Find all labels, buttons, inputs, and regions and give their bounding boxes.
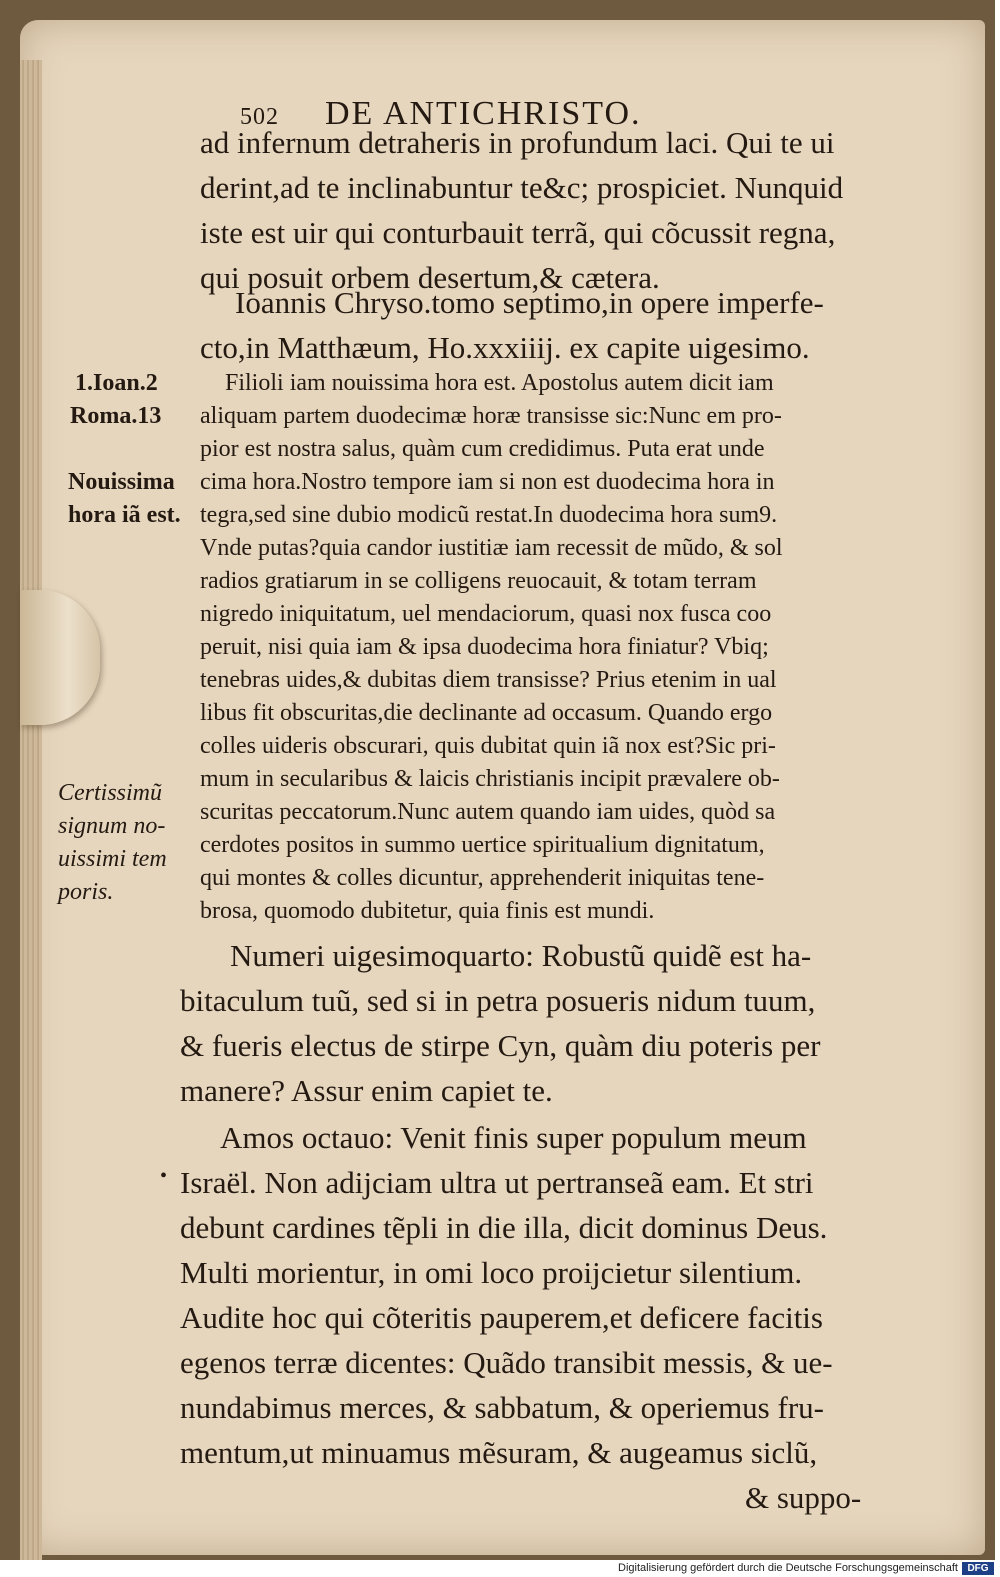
- funding-credit: Digitalisierung gefördert durch die Deutsche Forschungsgemeinschaft: [618, 1562, 958, 1574]
- text-line: libus fit obscuritas,die declinante ad occasum. Quando ergo: [200, 700, 773, 726]
- page-paper: [20, 20, 985, 1555]
- text-line: brosa, quomodo dubitetur, quia finis est mundi.: [200, 898, 655, 924]
- text-line: egenos terræ dicentes: Quãdo transibit messis, & ue-: [180, 1345, 833, 1380]
- text-line: iste est uir qui conturbauit terrã, qui cõcussit regna,: [200, 215, 836, 250]
- text-line: nigredo iniquitatum, uel mendaciorum, quasi nox fusca coo: [200, 601, 772, 627]
- text-line: cerdotes positos in summo uertice spiritualium dignitatum,: [200, 832, 765, 858]
- margin-note: poris.: [58, 879, 114, 905]
- margin-note: Roma.13: [70, 403, 162, 429]
- text-line: ad infernum detraheris in profundum laci. Qui te ui: [200, 125, 835, 160]
- text-line: Ioannis Chryso.tomo septimo,in opere imperfe-: [235, 285, 824, 320]
- text-line: scuritas peccatorum.Nunc autem quando iam uides, quòd sa: [200, 799, 776, 825]
- text-line: Vnde putas?quia candor iustitiæ iam recessit de mũdo, & sol: [200, 535, 783, 561]
- page-edges: [20, 60, 42, 1560]
- margin-note: 1.Ioan.2: [75, 370, 158, 396]
- text-line: radios gratiarum in se colligens reuocauit, & totam terram: [200, 568, 757, 594]
- catchword: & suppo-: [745, 1480, 862, 1515]
- margin-note: Certissimũ: [58, 780, 163, 806]
- text-line: Amos octauo: Venit finis super populum meum: [220, 1120, 807, 1155]
- text-line: bitaculum tuũ, sed si in petra posueris nidum tuum,: [180, 983, 816, 1018]
- text-line: mum in secularibus & laicis christianis incipit prævalere ob-: [200, 766, 780, 792]
- text-line: Israël. Non adijciam ultra ut pertranseã eam. Et stri: [180, 1165, 814, 1200]
- text-line: tegra,sed sine dubio modicũ restat.In duodecima hora sum9.: [200, 502, 778, 528]
- text-line: manere? Assur enim capiet te.: [180, 1073, 553, 1108]
- book-clasp: [20, 590, 100, 725]
- text-line: & fueris electus de stirpe Cyn, quàm diu poteris per: [180, 1028, 821, 1063]
- text-line: mentum,ut minuamus mẽsuram, & augeamus siclũ,: [180, 1435, 818, 1470]
- text-line: Filioli iam nouissima hora est. Apostolus autem dicit iam: [225, 370, 774, 396]
- margin-note: hora iã est.: [68, 502, 181, 528]
- text-line: Numeri uigesimoquarto: Robustũ quidẽ est ha-: [230, 938, 812, 973]
- text-line: debunt cardines tẽpli in die illa, dicit dominus Deus.: [180, 1210, 828, 1245]
- text-line: nundabimus merces, & sabbatum, & operiemus fru-: [180, 1390, 824, 1425]
- margin-note: uissimi tem: [58, 846, 167, 872]
- text-line: qui posuit orbem desertum,& cætera.: [200, 260, 660, 295]
- text-line: peruit, nisi quia iam & ipsa duodecima hora finiatur? Vbiq;: [200, 634, 769, 660]
- gutter-mark: •: [160, 1165, 168, 1187]
- text-line: Audite hoc qui cõteritis pauperem,et deficere facitis: [180, 1300, 823, 1335]
- page-number: 502: [240, 104, 279, 130]
- text-line: colles uideris obscurari, quis dubitat quin iã nox est?Sic pri-: [200, 733, 776, 759]
- margin-note: signum no-: [58, 813, 166, 839]
- running-title: DE ANTICHRISTO.: [325, 95, 642, 132]
- text-line: cima hora.Nostro tempore iam si non est duodecima hora in: [200, 469, 775, 495]
- text-line: qui montes & colles dicuntur, apprehenderit iniquitas tene-: [200, 865, 765, 891]
- text-line: tenebras uides,& dubitas diem transisse? Prius etenim in ual: [200, 667, 777, 693]
- dfg-logo: DFG: [962, 1562, 994, 1575]
- text-line: cto,in Matthæum, Ho.xxxiiij. ex capite uigesimo.: [200, 330, 810, 365]
- margin-note: Nouissima: [68, 469, 175, 495]
- text-line: pior est nostra salus, quàm cum credidimus. Puta erat unde: [200, 436, 765, 462]
- text-line: aliquam partem duodecimæ horæ transisse sic:Nunc em pro-: [200, 403, 782, 429]
- text-line: derint,ad te inclinabuntur te&c; prospiciet. Nunquid: [200, 170, 844, 205]
- text-line: Multi morientur, in omi loco proijcietur silentium.: [180, 1255, 803, 1290]
